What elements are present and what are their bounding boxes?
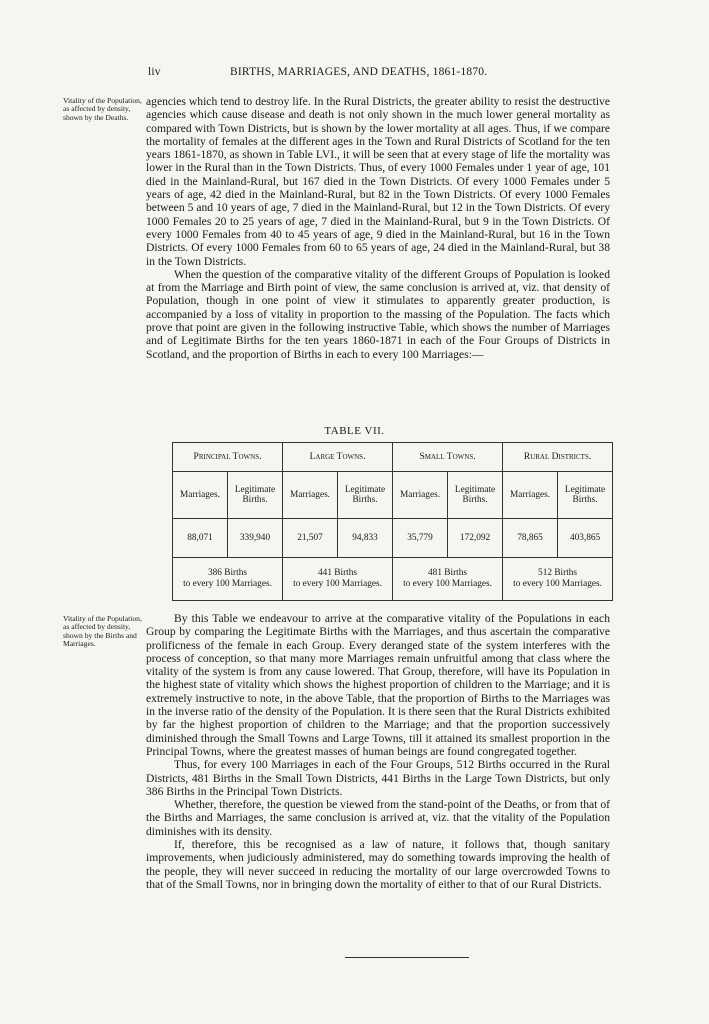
ratio-cell: [503, 558, 613, 601]
group-header: Rural Districts.: [503, 443, 613, 472]
paragraph-marriage-birth: When the question of the comparative vitality of the different Groups of Population is looked at from the Marriage and Birth point of view, the same conclusion is arrived at, viz. that density of Population, though in one point of view it stimulates to apparently greater production, is accompanied by a loss of vitality in proportion to the massing of the Population. The facts which prove that point are given in the following instructive Table, which shows the number of Marriages and of Legitimate Births for the ten years 1860-1871 in each of the Four Groups of Districts in Scotland, and the proportion of Births in each to every 100 Marriages:—: [146, 267, 610, 361]
column-header-marriages: Marriages.: [173, 472, 228, 519]
ratio-cell: [393, 558, 503, 601]
table-ratio-row: [173, 558, 613, 601]
ratio-births: 481 Births: [428, 568, 468, 578]
group-header: Principal Towns.: [173, 443, 283, 472]
column-header-births: Legitimate Births.: [448, 472, 503, 519]
ratio-births: 441 Births: [318, 568, 358, 578]
table-group-header-row: [173, 443, 613, 472]
column-header-marriages: Marriages.: [283, 472, 338, 519]
table-title: TABLE VII.: [324, 425, 385, 437]
page-number: liv: [148, 66, 161, 78]
group-header: Large Towns.: [283, 443, 393, 472]
paragraph-conclusion: Whether, therefore, the question be viewed from the stand-point of the Deaths, or from that of the Births and Marriages, the same conclusion is arrived at, viz. that the vitality of the Population diminishes with its density.: [146, 798, 610, 838]
marriages-cell: 21,507: [283, 519, 338, 558]
text-block-deaths: [146, 95, 610, 361]
paragraph-group-figures: Thus, for every 100 Marriages in each of the Four Groups, 512 Births occurred in the Rural Districts, 481 Births in the Small Town Districts, 441 Births in the Large Town Districts, but only 386 Births in the Principal Town Districts.: [146, 758, 610, 798]
column-header-births: Legitimate Births.: [228, 472, 283, 519]
margin-note-births-marriages: Vitality of the Population, as affected by density, shown by the Births and Marriages.: [63, 614, 142, 649]
column-header-marriages: Marriages.: [503, 472, 558, 519]
births-cell: 403,865: [558, 519, 613, 558]
ratio-births: 386 Births: [208, 568, 247, 578]
ratio-per-marriages: to every 100 Marriages.: [403, 579, 492, 589]
ratio-per-marriages: to every 100 Marriages.: [513, 579, 602, 589]
births-cell: 339,940: [228, 519, 283, 558]
table-subheader-row: [173, 472, 613, 519]
births-cell: 172,092: [448, 519, 503, 558]
column-header-births: Legitimate Births.: [558, 472, 613, 519]
marriages-cell: 78,865: [503, 519, 558, 558]
group-header: Small Towns.: [393, 443, 503, 472]
marriages-births-table: [172, 442, 613, 601]
margin-note-deaths: Vitality of the Population, as affected by density, shown by the Deaths.: [63, 96, 142, 122]
ratio-cell: [283, 558, 393, 601]
page-header: [0, 66, 709, 82]
ratio-births: 512 Births: [538, 568, 578, 578]
marriages-cell: 35,779: [393, 519, 448, 558]
births-cell: 94,833: [338, 519, 393, 558]
paragraph-law-of-nature: If, therefore, this be recognised as a law of nature, it follows that, though sanitary improvements, when judiciously administered, may do something towards improving the health of the people, they will never succeed in reducing the mortality of our large overcrowded Towns to that of the Small Towns, nor in bringing down the mortality of either to that of our Rural Districts.: [146, 838, 610, 891]
column-header-marriages: Marriages.: [393, 472, 448, 519]
running-title: BIRTHS, MARRIAGES, AND DEATHS, 1861-1870.: [230, 66, 488, 78]
ratio-per-marriages: to every 100 Marriages.: [183, 579, 272, 589]
column-header-births: Legitimate Births.: [338, 472, 393, 519]
section-end-rule: [345, 957, 469, 958]
table-values-row: [173, 519, 613, 558]
paragraph-mortality: agencies which tend to destroy life. In the Rural Districts, the greater ability to resist the destructive agencies which cause disease and death is not only shown in the much lower general mortality as compared with Town Districts, but is shown by the lower mortality at all ages. Thus, if we compare the mortality of females at the different ages in the Town and Rural Districts of Scotland for the ten years 1861-1870, as shown in Table LVI., it will be seen that at every stage of life the mortality was lower in the Rural than in the Town Districts. Thus, of every 1000 Females under 1 year of age, 101 died in the Mainland-Rural, but 167 died in the Town Districts. Of every 1000 Females under 5 years of age, 42 died in the Mainland-Rural, but 82 in the Town Districts. Of every 1000 Females between 5 and 10 years of age, 7 died in the Mainland-Rural, but 12 in the Town Districts. Of every 1000 Females 20 to 25 years of age, 7 died in the Mainland-Rural, but 9 in the Town Districts. Of every 1000 Females from 40 to 45 years of age, 9 died in the Mainland-Rural, but 16 in the Town Districts. Of every 1000 Females from 60 to 65 years of age, 24 died in the Mainland-Rural, but 38 in the Town Districts.: [146, 95, 610, 268]
paragraph-table-analysis: By this Table we endeavour to arrive at the comparative vitality of the Populations in each Group by comparing the Legitimate Births with the Marriages, and thus ascertain the comparative prolificness of the female in each Group. Every deranged state of the system interferes with the process of conception, so that many more Marriages remain unfruitful among that class where the vitality of the system is from any cause lowered. That Group, therefore, will have its Population in the highest state of vitality which shows the highest proportion of children to the Marriage; and it is extremely instructive to note, in the above Table, that the proportion of Births to the Marriages was in the inverse ratio of the density of the Population. It is there seen that the Rural Districts exhibited by far the highest proportion of children to the Marriage; and that the proportion successively diminished through the Small Towns and Large Towns, till it attained its smallest proportion in the Principal Towns, where the greatest masses of human beings are found congregated together.: [146, 612, 610, 758]
ratio-per-marriages: to every 100 Marriages.: [293, 579, 382, 589]
ratio-cell: [173, 558, 283, 601]
text-block-births: [146, 612, 610, 891]
marriages-cell: 88,071: [173, 519, 228, 558]
